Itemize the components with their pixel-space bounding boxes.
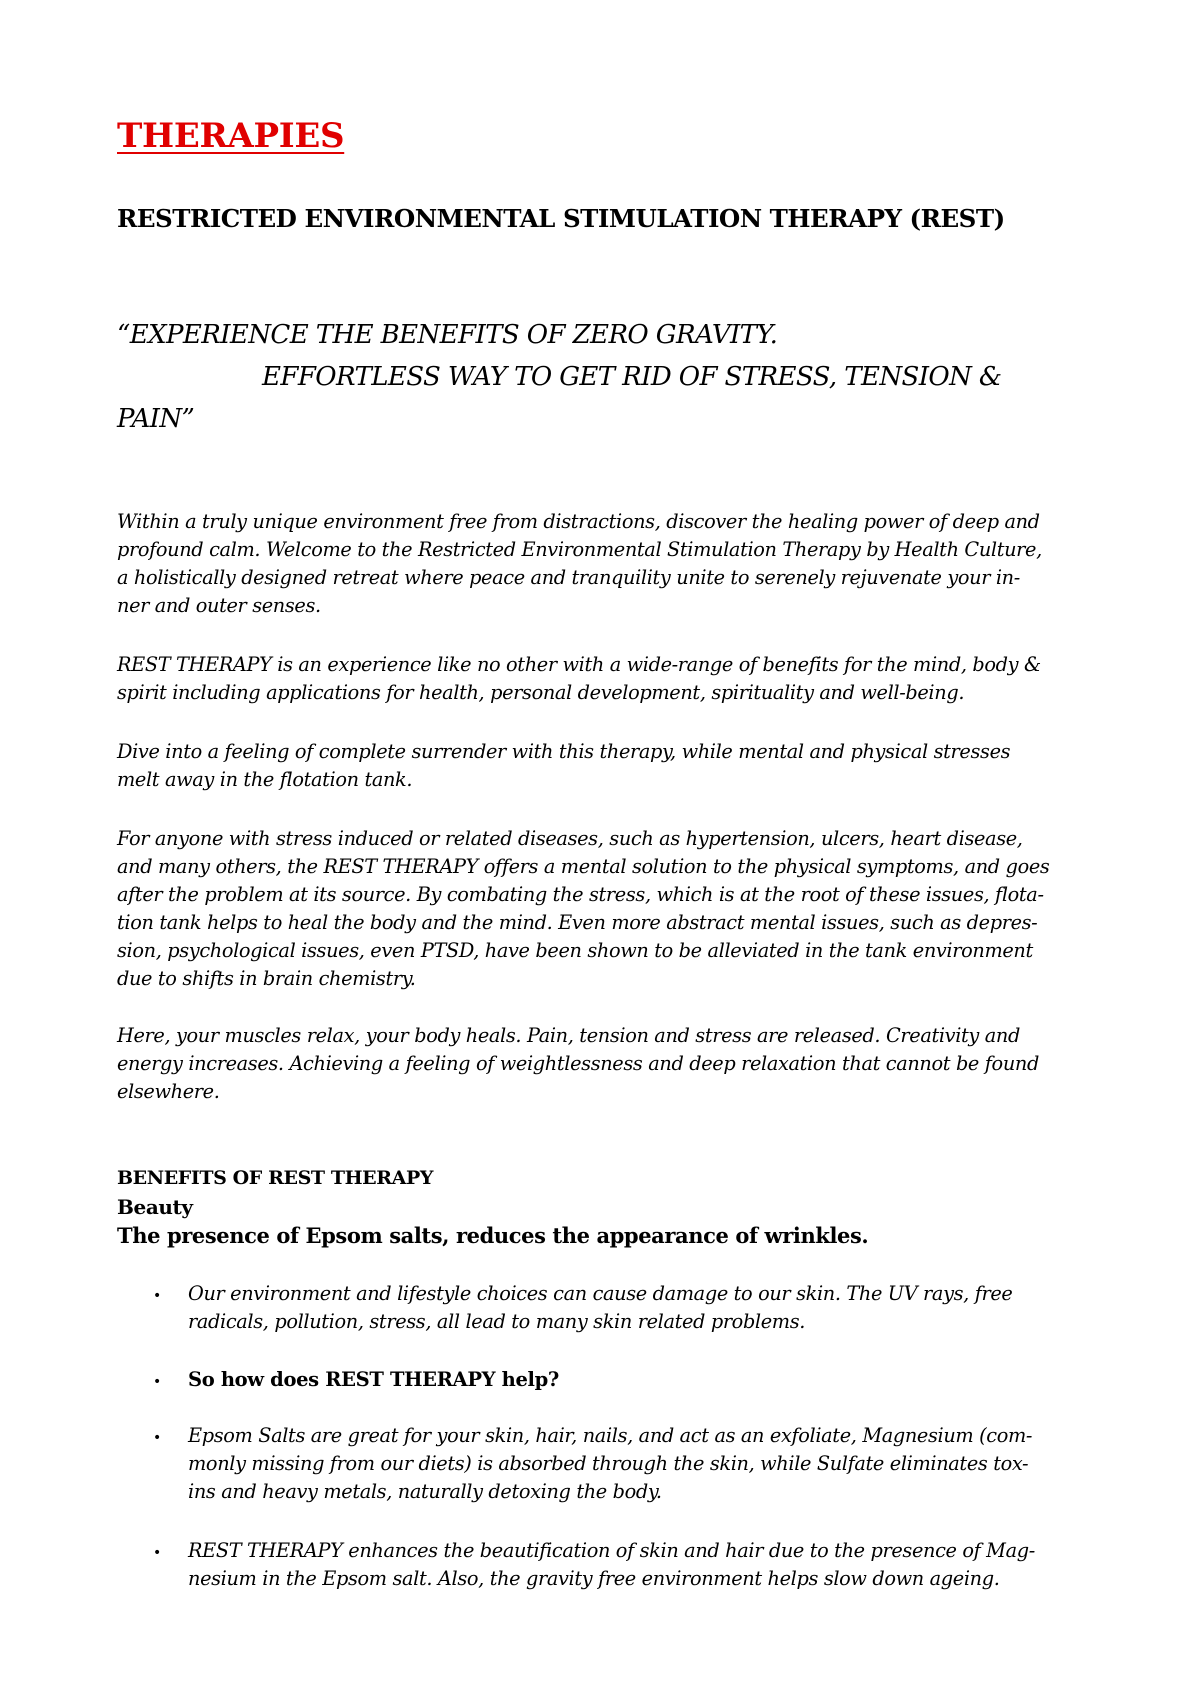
text-line: tion tank helps to heal the body and the mind. Even more abstract mental issues, such as depres- <box>117 911 1038 934</box>
text-line: Here, your muscles relax, your body heals. Pain, tension and stress are released. Creativity and <box>117 1024 1020 1047</box>
quote-line-3: PAIN” <box>117 404 195 434</box>
benefits-subheading: Beauty <box>117 1195 193 1219</box>
relaxation-paragraph <box>117 1022 1039 1106</box>
text-line: REST THERAPY enhances the beautification of skin and hair due to the presence of Mag- <box>188 1539 1035 1562</box>
text-line: Our environment and lifestyle choices can cause damage to our skin. The UV rays, free <box>188 1282 1013 1305</box>
text-line: profound calm. Welcome to the Restricted Environmental Stimulation Therapy by Health Culture, <box>117 538 1042 561</box>
bullet-icon: • <box>153 1545 162 1561</box>
text-line: For anyone with stress induced or related diseases, such as hypertension, ulcers, heart disease, <box>117 827 1023 850</box>
list-item <box>188 1280 1013 1336</box>
text-line: monly missing from our diets) is absorbed through the skin, while Sulfate eliminates tox- <box>188 1452 1029 1475</box>
page-title: THERAPIES <box>117 116 345 156</box>
section-title: RESTRICTED ENVIRONMENTAL STIMULATION THERAPY (REST) <box>117 204 1005 233</box>
text-line: elsewhere. <box>117 1080 220 1103</box>
rest-therapy-paragraph <box>117 651 1041 707</box>
text-line: energy increases. Achieving a feeling of weightlessness and deep relaxation that cannot be found <box>117 1052 1039 1075</box>
list-item <box>188 1537 1035 1593</box>
list-item <box>188 1422 1032 1506</box>
benefits-heading: BENEFITS OF REST THERAPY <box>117 1167 433 1189</box>
quote-line-1: “EXPERIENCE THE BENEFITS OF ZERO GRAVITY. <box>117 320 778 350</box>
text-line: Epsom Salts are great for your skin, hair, nails, and act as an exfoliate, Magnesium (com- <box>188 1424 1033 1447</box>
list-item <box>188 1366 559 1394</box>
bullet-icon: • <box>153 1430 162 1446</box>
intro-paragraph <box>117 508 1042 620</box>
text-line: due to shifts in brain chemistry. <box>117 967 416 990</box>
benefits-lead: The presence of Epsom salts, reduces the appearance of wrinkles. <box>117 1223 869 1248</box>
text-line: Within a truly unique environment free from distractions, discover the healing power of deep and <box>117 510 1040 533</box>
text-line: after the problem at its source. By combating the stress, which is at the root of these issues, flota- <box>117 883 1044 906</box>
text-line: So how does REST THERAPY help? <box>188 1368 559 1391</box>
text-line: a holistically designed retreat where peace and tranquility unite to serenely rejuvenate your in- <box>117 566 1020 589</box>
surrender-paragraph <box>117 738 1010 794</box>
text-line: radicals, pollution, stress, all lead to many skin related problems. <box>188 1310 806 1333</box>
text-line: nesium in the Epsom salt. Also, the gravity free environment helps slow down ageing. <box>188 1567 1000 1590</box>
text-line: REST THERAPY is an experience like no other with a wide-range of benefits for the mind, body & <box>117 653 1041 676</box>
stress-diseases-paragraph <box>117 825 1049 993</box>
bullet-icon: • <box>153 1374 162 1390</box>
text-line: ins and heavy metals, naturally detoxing the body. <box>188 1480 662 1503</box>
bullet-icon: • <box>153 1288 162 1304</box>
text-line: sion, psychological issues, even PTSD, have been shown to be alleviated in the tank environment <box>117 939 1033 962</box>
text-line: melt away in the flotation tank. <box>117 768 413 791</box>
text-line: and many others, the REST THERAPY offers a mental solution to the physical symptoms, and goes <box>117 855 1050 878</box>
text-line: Dive into a feeling of complete surrender with this therapy, while mental and physical stresses <box>117 740 1011 763</box>
text-line: ner and outer senses. <box>117 594 321 617</box>
quote-line-2: EFFORTLESS WAY TO GET RID OF STRESS, TENSION & <box>262 362 1002 392</box>
text-line: spirit including applications for health, personal development, spirituality and well-being. <box>117 681 965 704</box>
